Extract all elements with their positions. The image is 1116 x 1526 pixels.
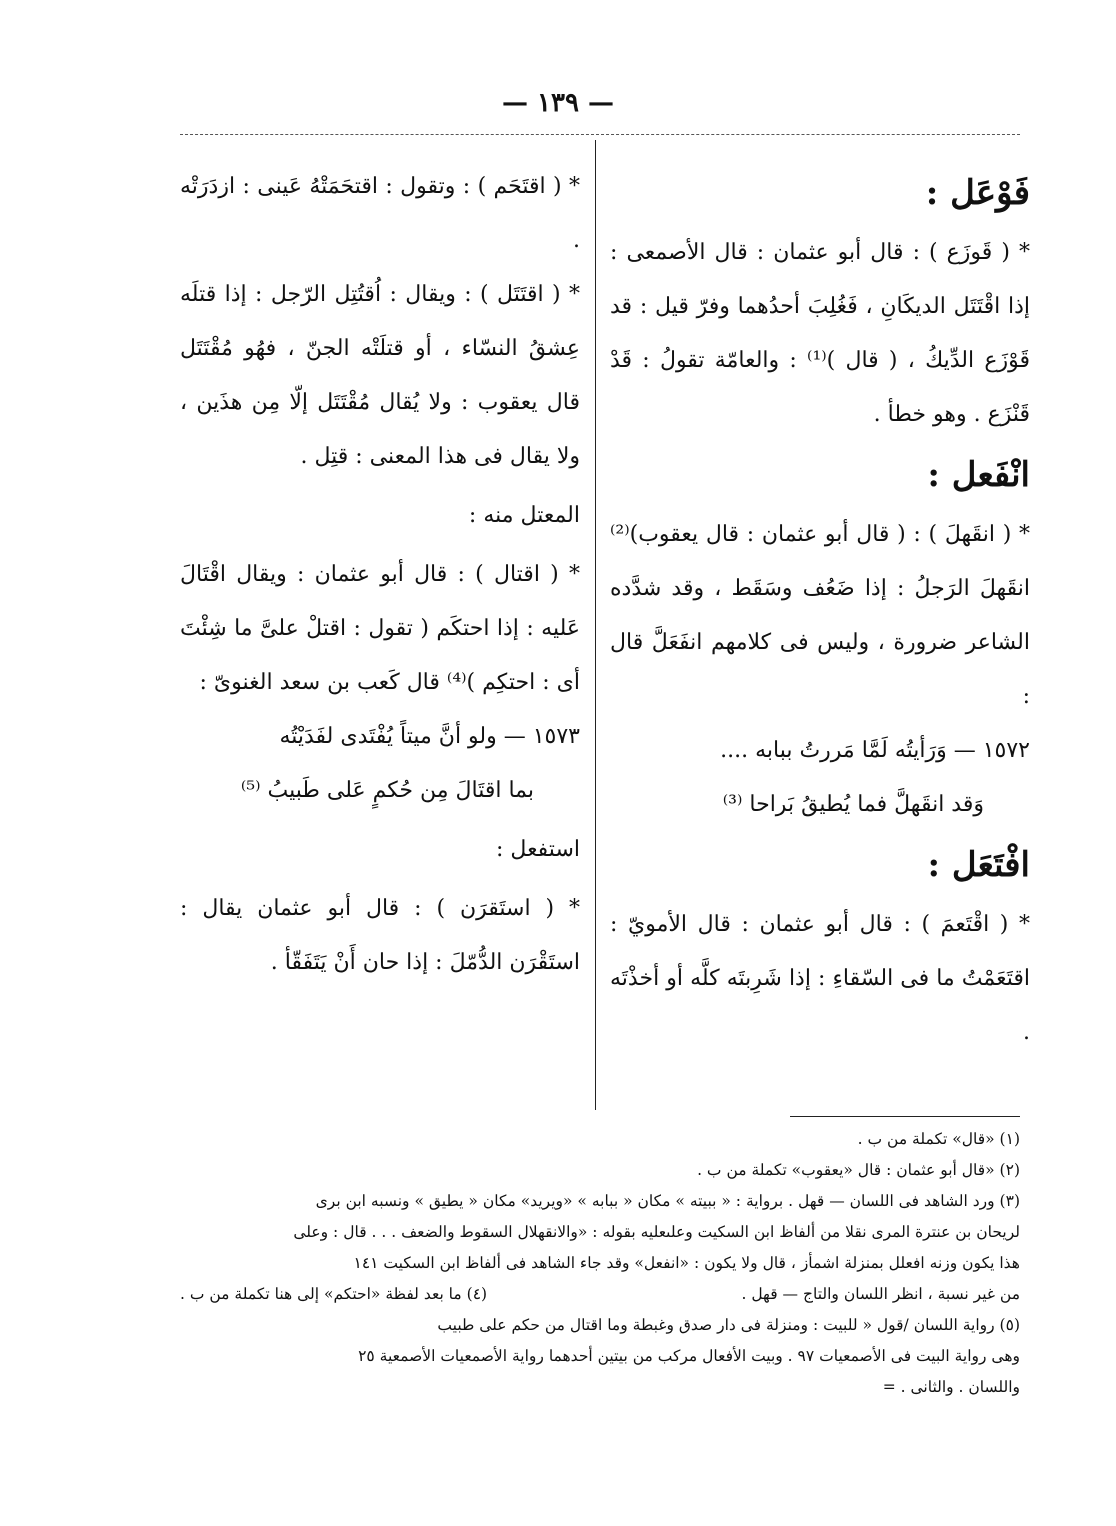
left-column	[180, 160, 580, 990]
footnotes	[180, 1124, 1020, 1403]
entry-iqtaama: * ( اقْتَعمَ ) : قال أبو عثمان : قال الأمويّ : اقتَعَمْتُ ما فى السّقاءِ : إذا شَرِبتَه كلَّه أو أخذْتَه .	[610, 912, 1030, 1045]
verse-1573-second-hemistich: بما اقتَالَ مِن حُكمٍ عَلى طَبيبُ ⁽⁵⁾	[240, 778, 534, 803]
section-heading-fawal: فَوْعَل :	[925, 173, 1030, 213]
entry-qawza: * ( قَوزَع ) : قال أبو عثمان : قال الأصمعى : إذا اقْتَتَل الديكَانِ ، فَغُلِبَ أحدُهما وفرّ قيل : قد قَوْزَع الدِّيكُ ، ( قال )⁽¹⁾ : والعامّة تقولُ : قَدْ قَنْزَع . وهو خطأ .	[610, 240, 1030, 427]
entry-istaqrana: * ( استَقرَن ) : قال أبو عثمان يقال : استَقْرَن الدُّمّلَ : إذا حان أَنْ يَتَفَقّأ .	[180, 896, 580, 975]
footnote-5-line-2: وهى رواية البيت فى الأصمعيات ٩٧ . وبيت الأفعال مركب من بيتين أحدهما رواية الأصمعيات الأصمعية ٢٥	[358, 1347, 1020, 1365]
subheading-istafala: استفعل :	[496, 837, 580, 862]
footnote-1: (١) «قال» تكملة من ب .	[857, 1130, 1020, 1148]
entry-iqtatala: * ( اقتَتَل ) : ويقال : اُقتُتِل الرّجل : إذا قتلَه عِشقُ النسّاء ، أو قتلَتْه الجنّ ، فهُو مُقْتَتَل قال يعقوب : ولا يُقال مُقْتَتَل إلّا مِن هذَين ، ولا يقال فى هذا المعنى : قتِل .	[180, 282, 580, 469]
footnote-5-line-3: واللسان . والثانى . =	[882, 1378, 1020, 1396]
subheading-mutall: المعتل منه :	[468, 503, 580, 528]
verse-1573-first-hemistich: ١٥٧٣ — ولو أنَّ ميتاً يُفْتَدى لفَدَيْتُه	[279, 724, 580, 749]
verse-1572-first-hemistich: ١٥٧٢ — وَرَأيتُه لَمَّا مَررتُ ببابه ....	[720, 738, 1030, 763]
verse-1572-second-hemistich: وَقد انقَهلَّ فما يُطيقُ بَراحا ⁽³⁾	[722, 792, 984, 817]
page-number: — ١٣٩ —	[501, 88, 615, 118]
section-heading-infaal: انْفَعل :	[927, 455, 1030, 495]
footnote-3-4-line	[180, 1279, 1020, 1310]
section-heading-iftaal: افْتَعَل :	[927, 845, 1030, 885]
header-rule	[180, 134, 1020, 135]
footnote-3-line-3: هذا يكون وزنه افعلل بمنزلة اشمأز ، قال ولا يكون : «انفعل» وقد جاء الشاهد فى ألفاظ ابن السكيت ١٤١	[353, 1254, 1020, 1272]
footnote-2: (٢) «قال أبو عثمان : قال «يعقوب» تكملة من ب .	[697, 1161, 1020, 1179]
right-column	[610, 160, 1030, 1060]
footnote-4: (٤) ما بعد لفظة «احتكم» إلى هنا تكملة من ب .	[180, 1285, 488, 1303]
footnote-3-line-4: من غير نسبة ، انظر اللسان والتاج — قهل .	[741, 1285, 1020, 1303]
entry-iqtahama: * ( اقتَحَم ) : وتقول : اقتحَمَتْهُ عَينى : ازدَرَتْه .	[180, 174, 580, 253]
footnote-3-line-2: لريحان بن عنترة المرى نقلا من ألفاظ ابن السكيت وعلىعليه بقوله : «والانقهلال السقوط والضعف . . . قال : وعلى	[293, 1223, 1020, 1241]
entry-iqtala: * ( اقتال ) : قال أبو عثمان : ويقال اقْتَالَ عَليه : إذا احتكَم ( تقول : اقتلْ علىَّ ما شِئْتَ أى : احتكِم )⁽⁴⁾ قال كَعب بن سعد الغنوىّ :	[180, 562, 580, 695]
entry-inqahala: * ( انقَهلَ ) : ( قال أبو عثمان : قال يعقوب)⁽²⁾ انقَهلَ الرَجلُ : إذا ضَعُف وسَقَط ، وقد شدَّده الشاعر ضرورة ، وليس فى كلامهم انفَعَلَّ قال :	[610, 522, 1030, 709]
footnote-rule	[790, 1116, 1020, 1117]
column-divider	[595, 140, 596, 1110]
footnote-3-line-1: (٣) ورد الشاهد فى اللسان — قهل . برواية : « ببيته » مكان « ببابه » «ويريد» مكان « يطيق » ونسبه ابن برى	[315, 1192, 1020, 1210]
footnote-5-line-1: (٥) رواية اللسان /قول « للبيت : ومنزلة فى دار صدق وغبطة وما اقتال من حكم على طبيب	[437, 1316, 1020, 1334]
